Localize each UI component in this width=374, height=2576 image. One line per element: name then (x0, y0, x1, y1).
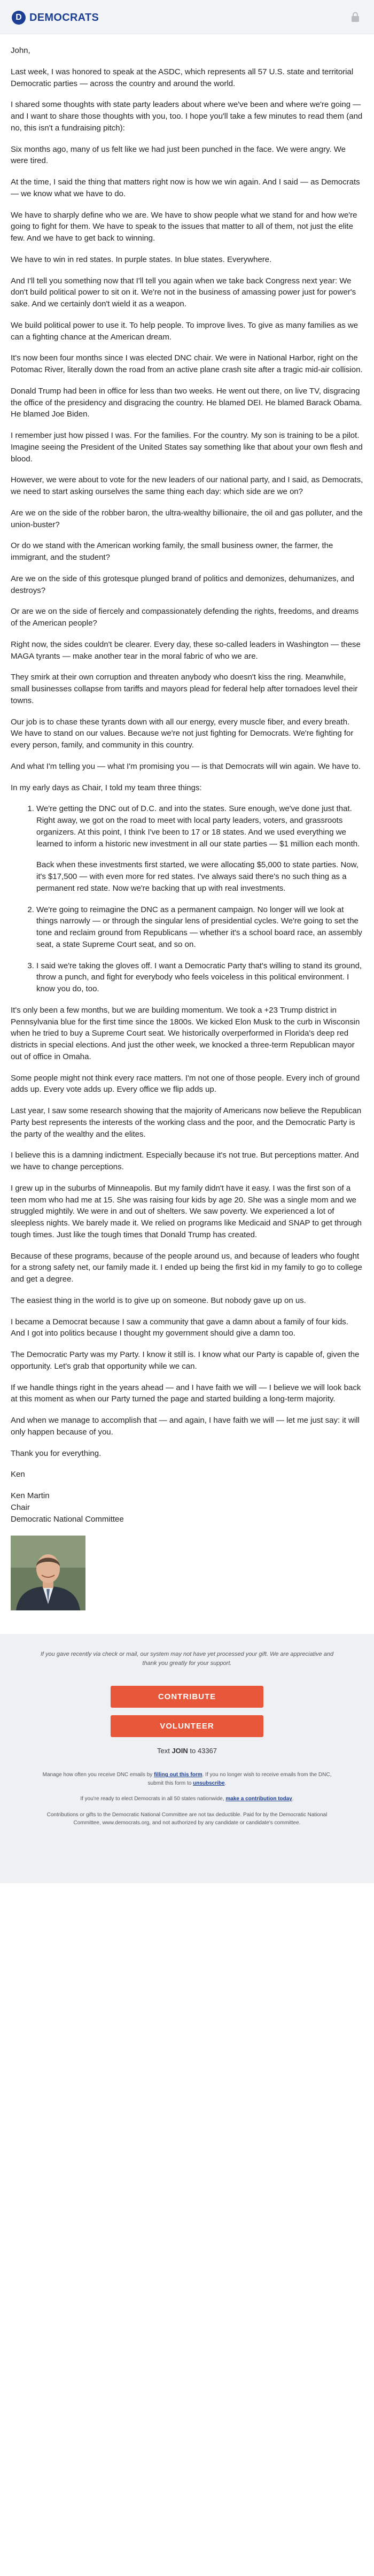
signoff-full-name: Ken Martin (11, 1491, 50, 1500)
paragraph: Donald Trump had been in office for less than two weeks. He went out there, on live TV, disgracing the office of the presidency and disgracing the country. He blamed DEI. He blamed Barack Obama. He blamed Joe Biden. (11, 386, 362, 419)
signoff-org: Democratic National Committee (11, 1514, 124, 1524)
paragraph: The Democratic Party was my Party. I know it still is. I know what our Party is capable of, given the opportunity. Let's grab that opportunity while we can. (11, 1350, 360, 1371)
paragraph: Six months ago, many of us felt like we had just been punched in the face. We were angry. We were tired. (11, 144, 346, 166)
email-footer (0, 1634, 374, 1883)
unsubscribe-link[interactable]: unsubscribe (193, 1780, 225, 1786)
legal-disclaimer: Contributions or gifts to the Democratic National Committee are not tax deductible. Paid for by the Democratic National Committee, www.democrats.org, and not authorized by any candidate or candidate's committee. (46, 1811, 328, 1826)
manage-preferences-link[interactable]: filling out this form (154, 1772, 202, 1778)
contribution-link[interactable]: make a contribution today (225, 1796, 292, 1802)
paragraph: At the time, I said the thing that matters right now is how we win again. And I said — as Democrats — we know what we have to do. (11, 178, 360, 198)
signoff-first-name: Ken (11, 1470, 25, 1479)
paragraph: I became a Democrat because I saw a community that gave a damn about a family of four kids. And I got into politics because I thought my government should give a damn too. (11, 1317, 348, 1338)
paragraph: We build political power to use it. To help people. To improve lives. To give as many families as we can a fighting chance at the American dream. (11, 320, 359, 342)
paragraph: And I'll tell you something now that I'll tell you again when we take back Congress next year: We don't build political power to sit on it. We're not in the business of amassing power just for power's sake. And we certainly don't wield it as a weapon. (11, 276, 356, 308)
logo-mark: D (12, 11, 26, 25)
paragraph: Or do we stand with the American working family, the small business owner, the farmer, the immigrant, and the student? (11, 541, 333, 562)
paragraph: Or are we on the side of fiercely and compassionately defending the rights, freedoms, and dreams of the American people? (11, 607, 359, 628)
paragraph: If we handle things right in the years ahead — and I have faith we will — I believe we will look back at this moment as when our Party turned the page and started building a long-term majority. (11, 1383, 361, 1404)
paragraph: We have to win in red states. In purple states. In blue states. Everywhere. (11, 254, 272, 264)
list-item-text: Back when these investments first started, we were allocating $5,000 to state parties. Now, it's $17,500 — with even more for red states. I've always said there's no such thing as a permanent red state. Now we're backing that up with real investments. (36, 860, 359, 893)
paragraph: And what I'm telling you — what I'm promising you — is that Democrats will win again. We have to. (11, 761, 361, 771)
list-item (36, 960, 363, 995)
text-to-join (37, 1747, 337, 1755)
contribute-button[interactable]: CONTRIBUTE (111, 1686, 263, 1708)
ken-martin-photo (11, 1536, 85, 1610)
list-item-text: 2. We're going to reimagine the DNC as a permanent campaign. No longer will we look at things narrowly — or through the singular lens of presidential cycles. We're going to set the tone and reclaim ground from Republicans — whether it's a school board race, an assembly seat, a state Supreme Court seat, and so on. (36, 905, 362, 949)
paragraph: Are we on the side of the robber baron, the ultra-wealthy billionaire, the oil and gas polluter, and the union-buster? (11, 508, 363, 529)
paragraph: The easiest thing in the world is to give up on someone. But nobody gave up on us. (11, 1295, 306, 1305)
contribution-prompt: If you're ready to elect Democrats in all 50 states nationwide, make a contribution today. (80, 1796, 294, 1802)
volunteer-button[interactable]: VOLUNTEER (111, 1715, 263, 1737)
greeting: John, (11, 46, 30, 55)
paragraph: And when we manage to accomplish that — and again, I have faith we will — let me just say: it will only happen because of you. (11, 1416, 360, 1437)
list-item (36, 803, 363, 894)
letter-body (0, 34, 374, 1610)
signoff-title: Chair (11, 1502, 30, 1512)
paragraph: Last week, I was honored to speak at the ASDC, which represents all 57 U.S. state and territorial Democratic parties — across the country and around the world. (11, 67, 354, 88)
manage-prefix: Manage how often you receive DNC emails by (42, 1772, 153, 1778)
paragraph: However, we were about to vote for the new leaders of our national party, and I said, as Democrats, we need to start asking ourselves the same thing each day: which side are we on? (11, 475, 363, 496)
list-item-text: 1. We're getting the DNC out of D.C. and into the states. Sure enough, we've done just that. Right away, we got on the road to meet with local party leaders, voters, and grassroots organizers. At this point, I think I've been to 17 or 18 states. And we used everything we learned to inform a historic new investment in all our state parties — $1 million each month. (36, 804, 360, 849)
paragraph: Are we on the side of this grotesque plunged brand of politics and demonizes, dehumanizes, and destroys? (11, 574, 354, 595)
paragraph: It's only been a few months, but we are building momentum. We took a +23 Trump district in Pennsylvania blue for the first time since the 1800s. We kicked Elon Musk to the curb in Wisconsin when he tried to buy a Supreme Court seat. We historically overperformed in Florida's deep red districts in special elections. And just the other week, we knocked a three-term Republican mayor out of office in Omaha. (11, 1005, 360, 1061)
portrait-illustration (11, 1536, 85, 1610)
manage-middle: . If you no longer wish to receive emails from the DNC, submit this form to (147, 1772, 332, 1786)
paragraph: It's now been four months since I was elected DNC chair. We were in National Harbor, right on the Potomac River, literally down the road from an active plane crash site after a tragic mid-air collision. (11, 353, 363, 374)
text-suffix: to 43367 (190, 1747, 217, 1755)
paragraph: Our job is to chase these tyrants down with all our energy, every muscle fiber, and every breath. We have to stand on our values. Because we're not just fighting for Democrats. We're fighting for every person, family, and community in this country. (11, 717, 354, 750)
paragraph: Because of these programs, because of the people around us, and because of leaders who fought for a strong safety net, our family made it. I ended up being the first kid in my family to go to college and get a degree. (11, 1251, 362, 1284)
paragraph: I remember just how pissed I was. For the families. For the country. My son is training to be a pilot. Imagine seeing the President of the United States say something like that about your own flesh and blood. (11, 431, 363, 464)
paragraph: In my early days as Chair, I told my team three things: (11, 783, 202, 792)
email-preferences-text: Manage how often you receive DNC emails by filling out this form. If you no longer wish to receive emails from the DNC, submit this form to unsubscribe. (42, 1772, 332, 1786)
text-keyword: JOIN (172, 1747, 188, 1755)
paragraph: I shared some thoughts with state party leaders about where we've been and where we're going — and I want to share those thoughts with you, too. I hope you'll take a few minutes to read them (and no, this isn't a fundraising pitch): (11, 100, 363, 133)
text-prefix: Text (157, 1747, 170, 1755)
ready-prefix: If you're ready to elect Democrats in all 50 states nationwide, (80, 1796, 224, 1802)
list-item (36, 904, 363, 951)
paragraph: They smirk at their own corruption and threaten anybody who doesn't kiss the ring. Meanwhile, small businesses collapse from tariffs and mayors plead for federal help after tornadoes level their towns. (11, 673, 358, 705)
logo-wordmark: DEMOCRATS (29, 11, 99, 24)
signature-block (11, 1469, 363, 1525)
paragraph: Some people might not think every race matters. I'm not one of those people. Every inch of ground adds up. Every vote adds up. Every office we flip adds up. (11, 1073, 360, 1094)
numbered-list (22, 803, 363, 995)
email-header (0, 0, 374, 34)
processing-note: If you gave recently via check or mail, our system may not have yet processed your gift. We are appreciative and thank you greatly for your support. (40, 1651, 334, 1667)
lock-icon (350, 12, 360, 22)
paragraph: Thank you for everything. (11, 1448, 102, 1458)
paragraph: I believe this is a damning indictment. Especially because it's not true. But perceptions matter. And we have to change perceptions. (11, 1151, 359, 1171)
paragraph: Right now, the sides couldn't be clearer. Every day, these so-called leaders in Washington — these MAGA tyrants — make another tear in the moral fabric of who we are. (11, 639, 361, 661)
democrats-logo[interactable] (12, 11, 99, 25)
paragraph: We have to sharply define who we are. We have to show people what we stand for and how we're going to fight for them. We have to speak to the issues that matter to all of them, not just the elite few. And we have to get back to winning. (11, 210, 357, 243)
paragraph: I grew up in the suburbs of Minneapolis. But my family didn't have it easy. I was the first son of a teen mom who had me at 15. She was raising four kids by age 20. She was a single mom and we struggled mightily. We were in and out of shelters. We saw poverty. We experienced a lot of sleepless nights. We barely made it. We relied on programs like Medicaid and SNAP to get through tough times. Just like the tough times that Donald Trump has created. (11, 1183, 362, 1239)
list-item-text: 3. I said we're taking the gloves off. I want a Democratic Party that's willing to stand its ground, throw a punch, and fight for everybody who feels voiceless in this political environment. I know you do, too. (36, 961, 362, 993)
paragraph: Last year, I saw some research showing that the majority of Americans now believe the Republican Party best represents the interests of the working class and the poor, and the Democratic Party is the party of the wealthy and the elites. (11, 1106, 362, 1139)
